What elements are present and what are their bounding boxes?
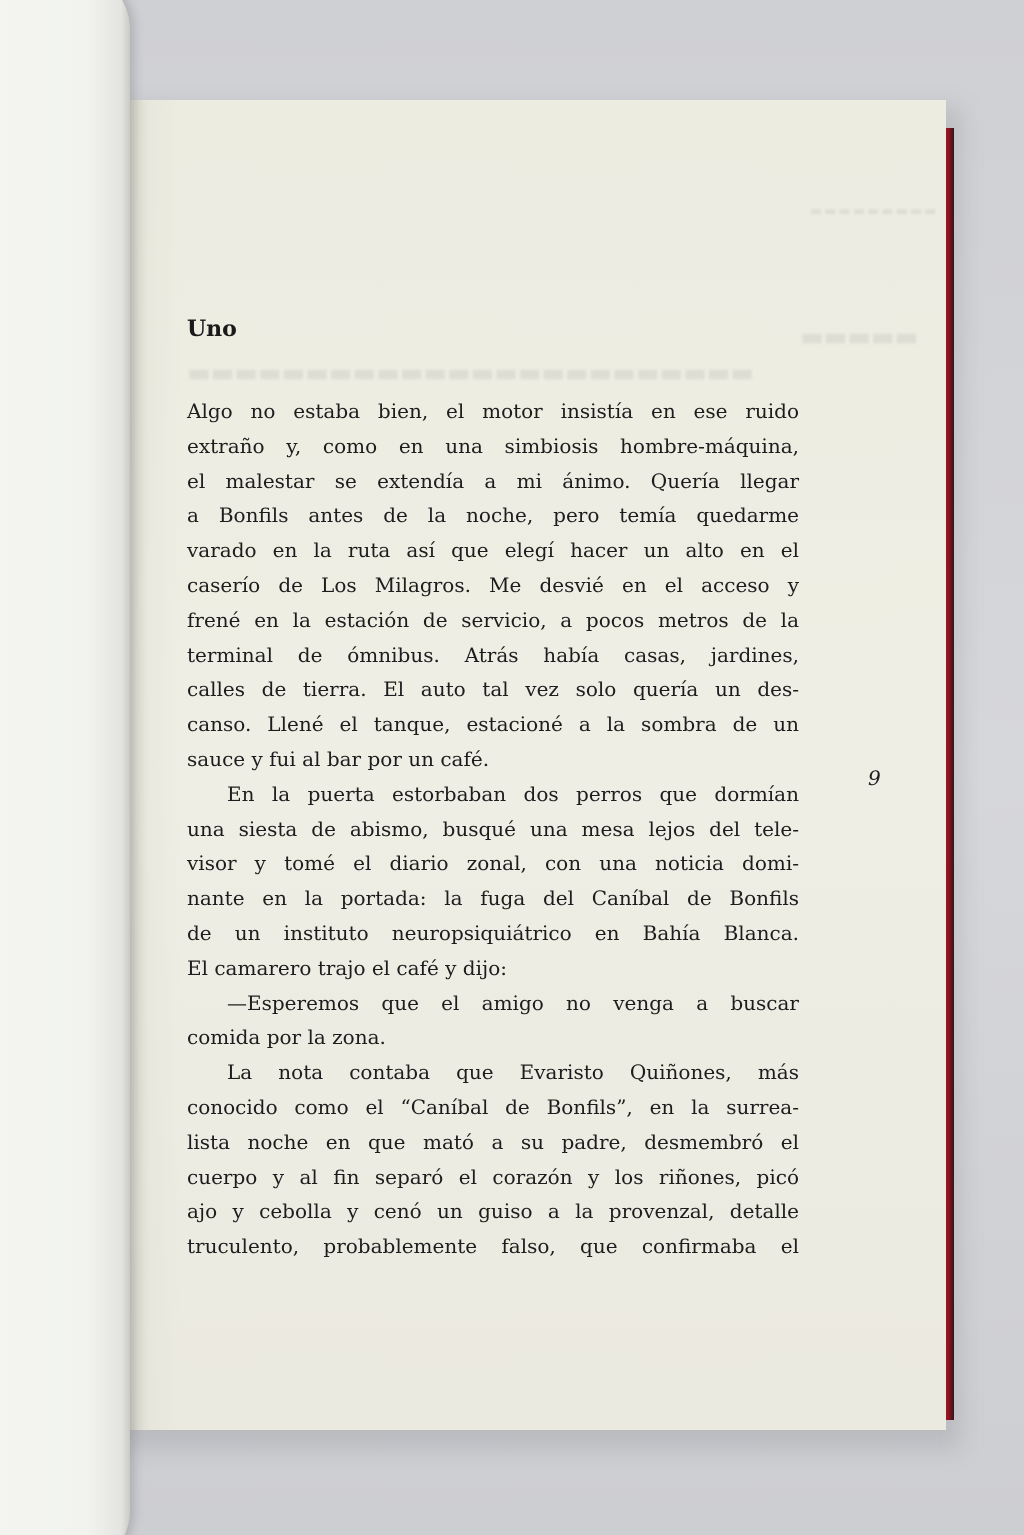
text-line: canso. Llené el tanque, estacioné a la sombra de un: [187, 712, 799, 737]
text-line: una siesta de abismo, busqué una mesa lejos del tele-: [187, 816, 799, 841]
text-line: a Bonfils antes de la noche, pero temía quedarme: [187, 503, 799, 528]
bleed-through-header: ▬▬▬▬▬▬▬▬▬ ◦: [810, 204, 955, 219]
text-line: nante en la portada: la fuga del Caníbal de Bonfils: [187, 886, 799, 911]
text-line: varado en la ruta así que elegí hacer un alto en el: [187, 538, 799, 563]
text-line: En la puerta estorbaban dos perros que dormían: [227, 781, 799, 806]
text-line: conocido como el “Caníbal de Bonfils”, en la surrea-: [187, 1094, 799, 1119]
text-line: visor y tomé el diario zonal, con una noticia domi-: [187, 851, 799, 876]
text-line: de un instituto neuropsiquiátrico en Bahía Blanca.: [187, 920, 799, 945]
page-number: 9: [868, 766, 881, 790]
bleed-through-text: ▬▬▬▬▬: [800, 322, 919, 351]
text-line: comida por la zona.: [187, 1025, 386, 1050]
text-line: caserío de Los Milagros. Me desvié en el acceso y: [187, 572, 799, 597]
text-line: —Esperemos que el amigo no venga a buscar: [227, 990, 799, 1015]
text-line: truculento, probablemente falso, que confirmaba el: [187, 1234, 799, 1259]
chapter-title: Uno: [187, 316, 237, 342]
text-line: extraño y, como en una simbiosis hombre-máquina,: [187, 433, 799, 458]
text-line: frené en la estación de servicio, a pocos metros de la: [187, 607, 799, 632]
text-line: ajo y cebolla y cenó un guiso a la provenzal, detalle: [187, 1199, 799, 1224]
text-line: calles de tierra. El auto tal vez solo quería un des-: [187, 677, 799, 702]
text-line: El camarero trajo el café y dijo:: [187, 955, 507, 980]
text-line: terminal de ómnibus. Atrás había casas, jardines,: [187, 642, 799, 667]
text-line: lista noche en que mató a su padre, desmembró el: [187, 1129, 799, 1154]
text-line: el malestar se extendía a mi ánimo. Quería llegar: [187, 468, 799, 493]
facing-page-curl: [0, 0, 130, 1535]
text-line: La nota contaba que Evaristo Quiñones, más: [227, 1060, 799, 1085]
bleed-through-text: ▬▬▬▬▬▬▬▬▬▬▬▬▬▬▬▬▬▬▬▬▬▬▬▬: [187, 358, 754, 387]
text-line: sauce y fui al bar por un café.: [187, 746, 490, 771]
body-text: [187, 394, 799, 1264]
text-line: Algo no estaba bien, el motor insistía en ese ruido: [187, 399, 799, 423]
text-line: cuerpo y al fin separó el corazón y los riñones, picó: [187, 1164, 799, 1189]
